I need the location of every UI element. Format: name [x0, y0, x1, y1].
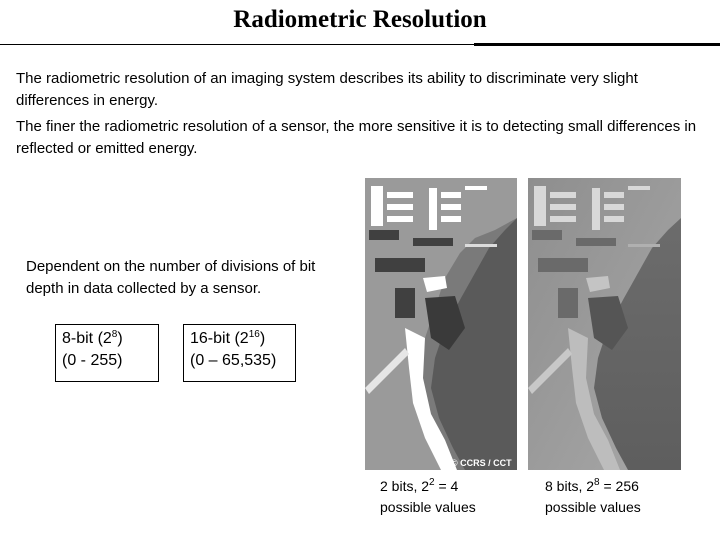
eight-bit-satellite-image — [528, 178, 681, 470]
title-divider-accent — [474, 43, 720, 46]
sixteen-bit-range: (0 – 65,535) — [190, 352, 277, 369]
image-watermark: © CCRS / CCT — [451, 458, 512, 468]
paragraph-definition: The radiometric resolution of an imaging system describes its ability to discriminate very slight differences in energy. — [16, 70, 638, 109]
two-bit-caption: 2 bits, $2^2 = 4$ possible values — [380, 477, 476, 515]
eight-bit-box — [55, 324, 159, 382]
eight-bit-caption: 8 bits, $2^8 = 256$ possible values — [545, 477, 641, 515]
two-bit-satellite-image — [365, 178, 517, 470]
eight-bit-label: 8-bit $(2^8)$ — [62, 329, 123, 347]
eight-bit-range: (0 - 255) — [62, 352, 123, 369]
paragraph-sensitivity: The finer the radiometric resolution of a sensor, the more sensitive it is to detecting small differences in reflected or emitted energy. — [16, 118, 697, 157]
bit-depth-note: Dependent on the number of divisions of bit depth in data collected by a sensor. — [26, 258, 316, 297]
sixteen-bit-box — [183, 324, 296, 382]
slide-title: Radiometric Resolution — [233, 6, 487, 33]
sixteen-bit-label: 16-bit $(2^{16})$ — [190, 329, 266, 347]
